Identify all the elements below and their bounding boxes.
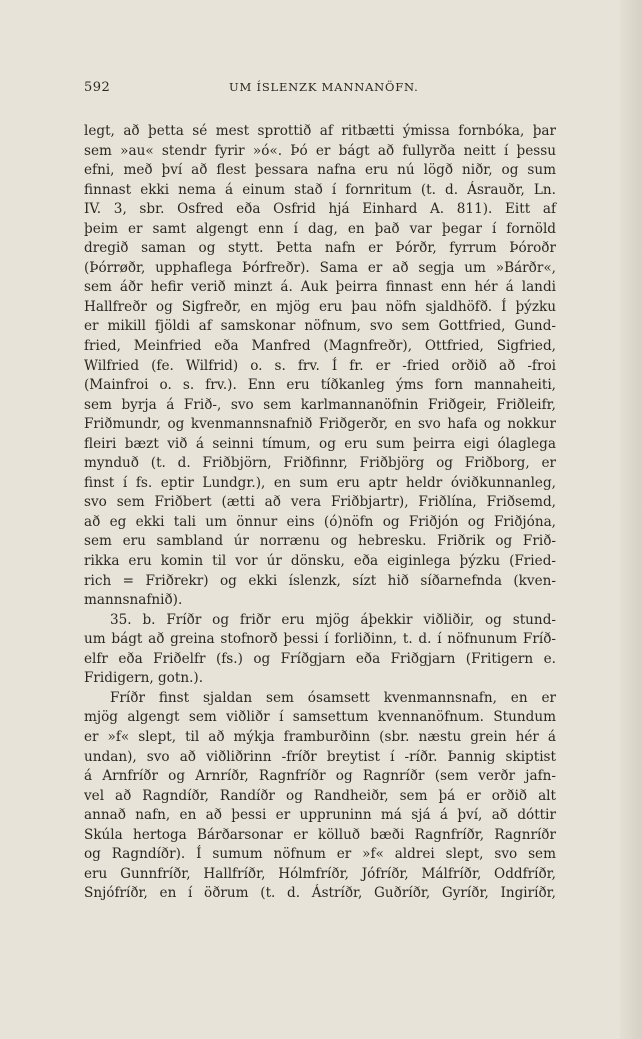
text-line: um bágt að greina stofnorð þessi í forliðinn, t. d. í nöfnunum Fríð- xyxy=(84,631,556,648)
text-line: er »f« slept, til að mýkja framburðinn (sbr. næstu grein hér á xyxy=(84,728,556,745)
text-line: Fridigern, gotn.). xyxy=(84,670,204,687)
text-line: 35. b. Fríðr og friðr eru mjög áþekkir viðliðir, og stund- xyxy=(110,611,556,628)
text-line: og Ragndíðr). Í sumum nöfnum er »f« aldrei slept, svo sem xyxy=(84,846,556,863)
paragraph-3 xyxy=(84,689,556,904)
page-number: 592 xyxy=(84,80,111,95)
text-line: annað nafn, en að þessi er uppruninn má sjá á því, að dóttir xyxy=(84,807,556,824)
text-line: rich = Friðrekr) og ekki íslenzk, sízt hið síðarnefnda (kven- xyxy=(84,572,556,589)
text-line: Friðmundr, og kvenmannsnafnið Friðgerðr, en svo hafa og nokkur xyxy=(84,416,556,433)
paragraph-1 xyxy=(84,122,556,611)
text-line: finst í fs. eptir Lundgr.), en sum eru aptr heldr óviðkunnanleg, xyxy=(84,474,556,491)
text-line: eru Gunnfríðr, Hallfríðr, Hólmfríðr, Jófríðr, Málfríðr, Oddfríðr, xyxy=(84,865,556,882)
text-line: undan), svo að viðliðrinn -fríðr breytist í -ríðr. Þannig skiptist xyxy=(84,748,556,765)
running-title: UM ÍSLENZK MANNANÖFN. xyxy=(229,80,419,94)
text-line: IV. 3, sbr. Osfred eða Osfrid hjá Einhard A. 811). Eitt af xyxy=(84,201,556,218)
page-edge xyxy=(620,0,642,1039)
body-text xyxy=(84,122,556,904)
text-line: Hallfreðr og Sigfreðr, en mjög eru þau nöfn sjaldhöfð. Í þýzku xyxy=(84,298,556,315)
text-line: dregið saman og stytt. Þetta nafn er Þórðr, fyrrum Þóroðr xyxy=(84,240,556,257)
text-line: sem byrja á Frið-, svo sem karlmannanöfnin Friðgeir, Friðleifr, xyxy=(84,396,556,413)
text-line: Wilfried (fe. Wilfrid) o. s. frv. Í fr. er -fried orðið að -froi xyxy=(84,357,556,374)
text-line: vel að Ragndíðr, Randíðr og Randheiðr, sem þá er orðið alt xyxy=(84,787,556,804)
text-line: (Þórrøðr, upphaflega Þórfreðr). Sama er að segja um »Bárðr«, xyxy=(84,259,556,276)
text-line: fried, Meinfried eða Manfred (Magnfreðr), Ottfried, Sigfried, xyxy=(84,338,556,355)
text-line: Fríðr finst sjaldan sem ósamsett kvenmannsnafn, en er xyxy=(110,689,556,706)
text-line: finnast ekki nema á einum stað í fornritum (t. d. Ásrauðr, Ln. xyxy=(84,181,556,198)
text-line: sem eru sambland úr norrænu og hebresku. Friðrik og Frið- xyxy=(84,533,556,550)
text-line: (Mainfroi o. s. frv.). Enn eru tíðkanleg ýms forn mannaheiti, xyxy=(84,377,556,394)
paragraph-2 xyxy=(84,611,556,689)
text-line: sem »au« stendr fyrir »ó«. Þó er bágt að fullyrða neitt í þessu xyxy=(84,142,556,159)
text-line: legt, að þetta sé mest sprottið af ritbætti ýmissa fornbóka, þar xyxy=(84,123,556,139)
text-line: elfr eða Friðelfr (fs.) og Fríðgjarn eða Friðgjarn (Fritigern e. xyxy=(84,650,556,667)
text-line: á Arnfríðr og Arnríðr, Ragnfríðr og Ragnríðr (sem verðr jafn- xyxy=(84,768,556,785)
text-line: efni, með því að flest þessara nafna eru nú lögð niðr, og sum xyxy=(84,162,556,179)
text-line: mjög algengt sem viðliðr í samsettum kvennanöfnum. Stundum xyxy=(84,709,556,726)
text-line: sem áðr hefir verið minzt á. Auk þeirra finnast enn hér á landi xyxy=(84,279,556,296)
text-line: svo sem Friðbert (ætti að vera Friðbjartr), Friðlína, Friðsemd, xyxy=(84,494,556,511)
text-line: rikka eru komin til vor úr dönsku, eða eiginlega þýzku (Fried- xyxy=(84,553,556,570)
text-line: þeim er samt algengt enn í dag, en það var þegar í fornöld xyxy=(84,220,556,237)
text-line: fleiri bæzt við á seinni tímum, og eru sum þeirra eigi ólaglega xyxy=(84,435,556,452)
text-line: að eg ekki tali um önnur eins (ó)nöfn og Friðjón og Friðjóna, xyxy=(84,513,556,530)
text-line: Skúla hertoga Bárðarsonar er kölluð bæði Ragnfríðr, Ragnríðr xyxy=(84,826,556,843)
text-line: mynduð (t. d. Friðbjörn, Friðfinnr, Friðbjörg og Friðborg, er xyxy=(84,455,556,472)
text-line: mannsnafnið). xyxy=(84,592,183,609)
text-line: er mikill fjöldi af samskonar nöfnum, svo sem Gottfried, Gund- xyxy=(84,318,556,335)
text-line: Snjófríðr, en í öðrum (t. d. Ástríðr, Guðríðr, Gyríðr, Ingiríðr, xyxy=(84,885,556,902)
